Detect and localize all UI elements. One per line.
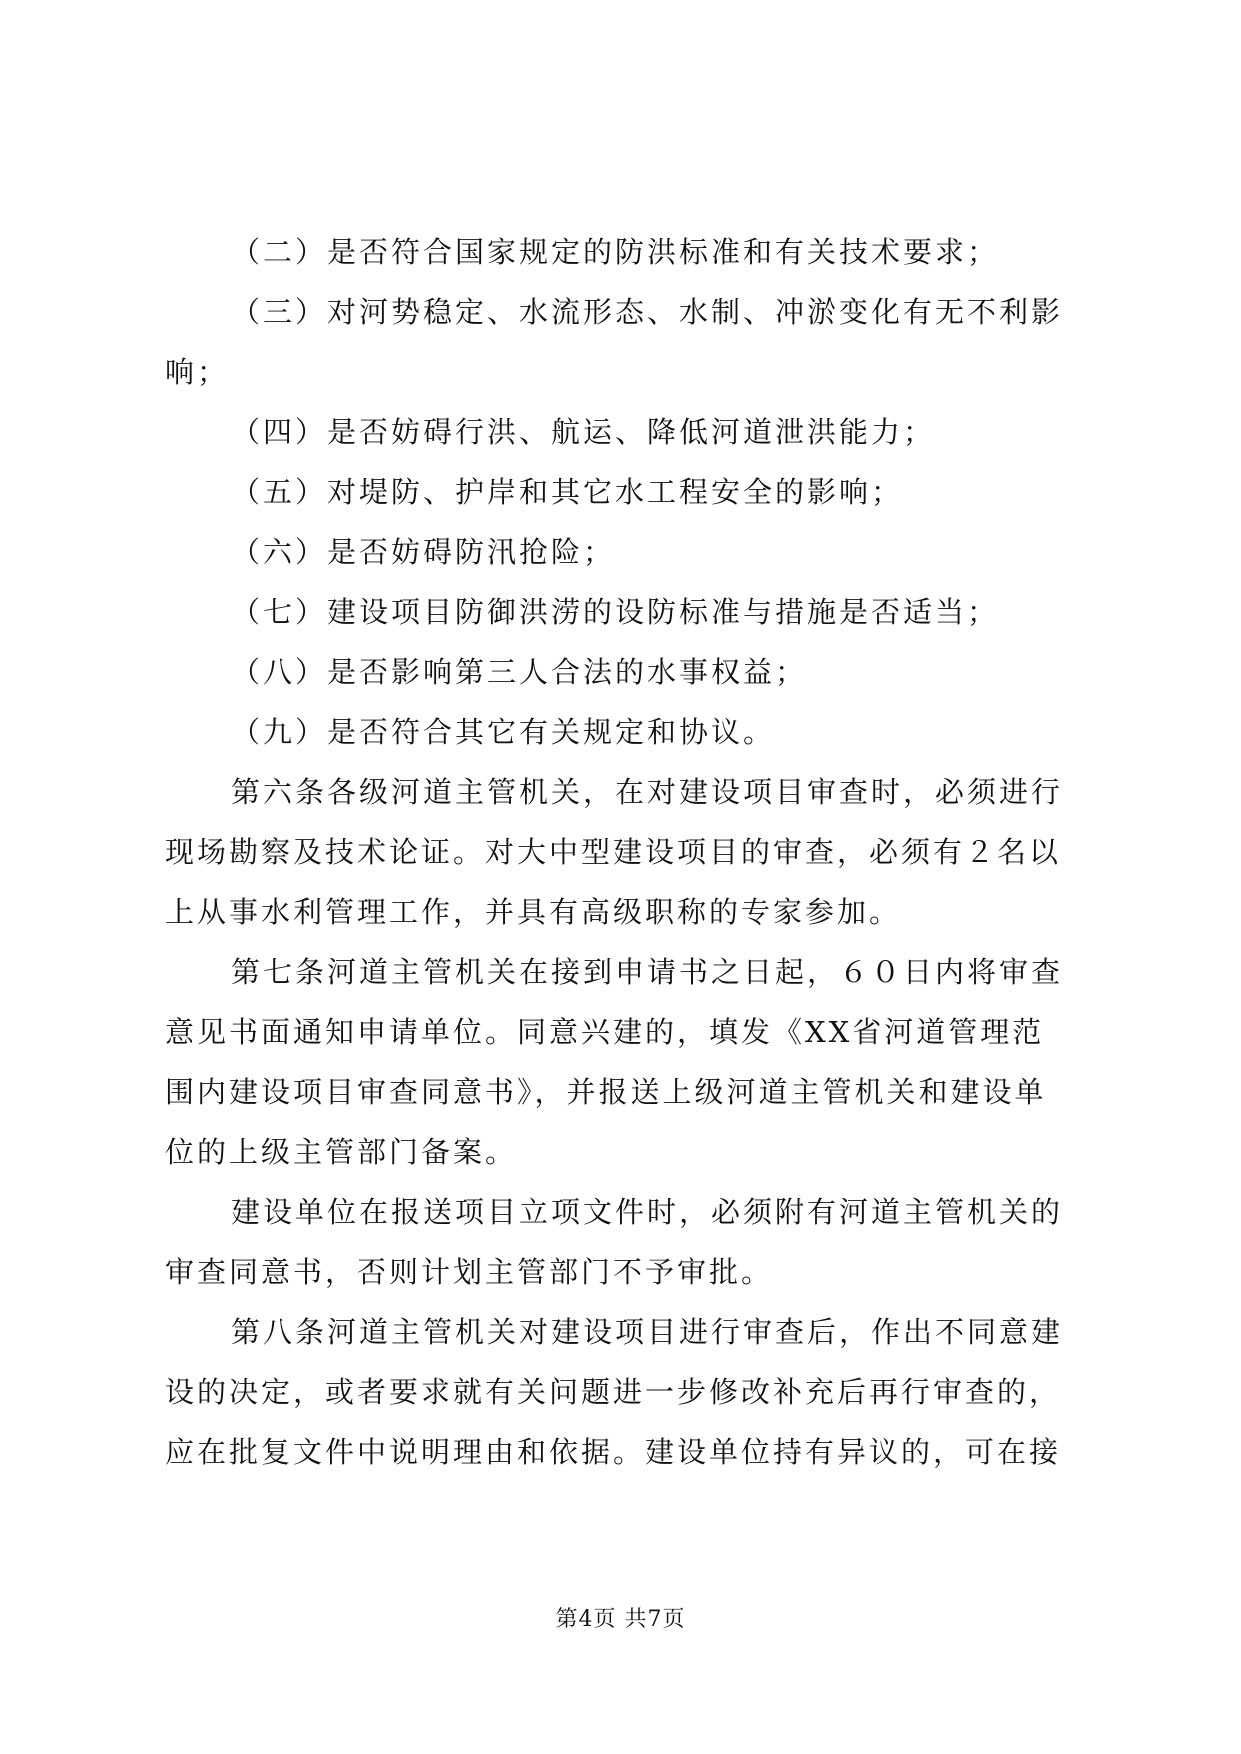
text-line: 响； <box>165 355 230 389</box>
text-line: 围内建设项目审查同意书》，并报送上级河道主管机关和建设单 <box>165 1075 1047 1109</box>
page-number-footer: 第4页 共7页 <box>555 1607 686 1632</box>
text-line: （八）是否影响第三人合法的水事权益； <box>231 655 808 689</box>
text-line: 位的上级主管部门备案。 <box>165 1135 518 1169</box>
text-line: 意见书面通知申请单位。同意兴建的，填发《XX省河道管理范 <box>165 1015 1045 1049</box>
text-line: 建设单位在报送项目立项文件时，必须附有河道主管机关的 <box>231 1195 1064 1229</box>
text-line: 第七条河道主管机关在接到申请书之日起，６０日内将审查 <box>231 955 1064 989</box>
text-line: （六）是否妨碍防汛抢险； <box>231 535 616 569</box>
text-line: 第六条各级河道主管机关，在对建设项目审查时，必须进行 <box>231 775 1064 809</box>
text-line: 现场勘察及技术论证。对大中型建设项目的审查，必须有２名以 <box>165 835 1062 869</box>
text-line: 上从事水利管理工作，并具有高级职称的专家参加。 <box>165 895 902 929</box>
text-line: （四）是否妨碍行洪、航运、降低河道泄洪能力； <box>231 415 936 449</box>
text-line: （九）是否符合其它有关规定和协议。 <box>231 715 776 749</box>
document-body <box>165 222 1080 1482</box>
text-line: 应在批复文件中说明理由和依据。建设单位持有异议的，可在接 <box>165 1435 1062 1469</box>
text-line: 审查同意书，否则计划主管部门不予审批。 <box>165 1255 774 1289</box>
text-line: 设的决定，或者要求就有关问题进一步修改补充后再行审查的， <box>165 1375 1062 1409</box>
text-line: （二）是否符合国家规定的防洪标准和有关技术要求； <box>231 235 1000 269</box>
text-line: （七）建设项目防御洪涝的设防标准与措施是否适当； <box>231 595 1000 629</box>
text-line: （五）对堤防、护岸和其它水工程安全的影响； <box>231 475 904 509</box>
text-line: （三）对河势稳定、水流形态、水制、冲淤变化有无不利影 <box>231 295 1064 329</box>
text-line: 第八条河道主管机关对建设项目进行审查后，作出不同意建 <box>231 1315 1064 1349</box>
